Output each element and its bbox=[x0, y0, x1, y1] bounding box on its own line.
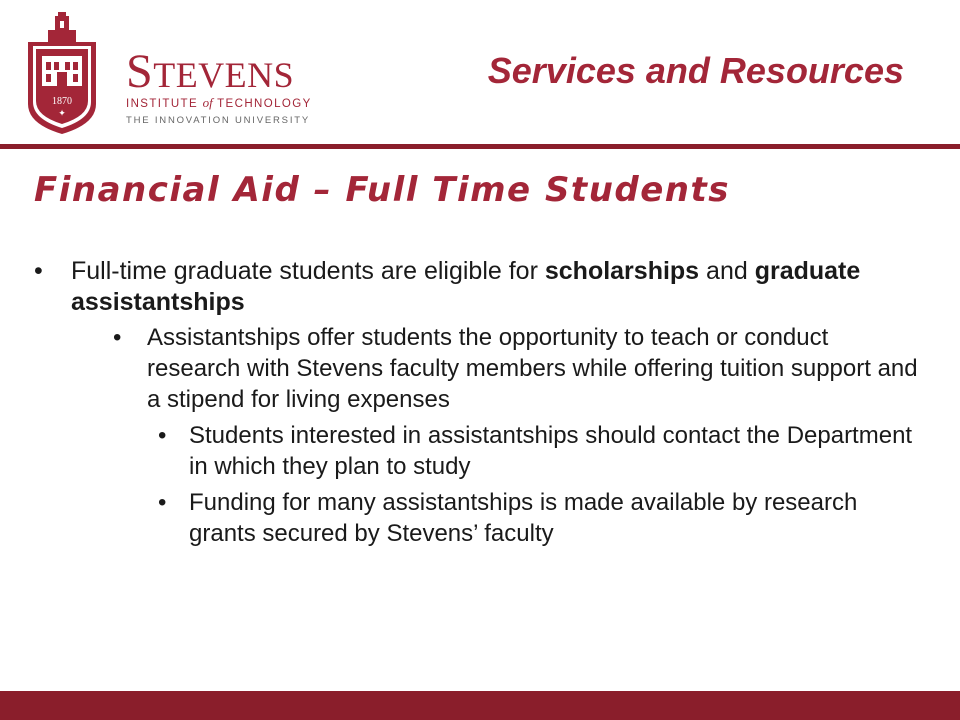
svg-text:✦: ✦ bbox=[58, 108, 66, 118]
header-title: Services and Resources bbox=[487, 50, 904, 91]
bullet-text-mid: and bbox=[699, 257, 755, 285]
stevens-logo bbox=[22, 12, 312, 136]
bullet-level3 bbox=[0, 487, 960, 549]
slide-title: Financial Aid – Full Time Students bbox=[34, 170, 730, 210]
logo-institute-line bbox=[126, 95, 312, 111]
logo-name bbox=[126, 45, 312, 98]
logo-line1-pre: INSTITUTE bbox=[126, 98, 203, 110]
stevens-seal-icon bbox=[22, 12, 102, 136]
logo-year: 1870 bbox=[52, 96, 72, 107]
bullet-level3 bbox=[0, 420, 960, 482]
header-divider bbox=[0, 144, 960, 149]
logo-name-initial: S bbox=[126, 45, 154, 98]
bullet-text: Students interested in assistantships should contact the Department in which they plan to study bbox=[189, 422, 913, 480]
bullet-marker: • bbox=[113, 324, 122, 351]
bullet-marker: • bbox=[34, 257, 43, 285]
bullet-bold-scholarships: scholarships bbox=[544, 257, 700, 285]
bullet-bold-assistantships: graduate assistantships bbox=[71, 257, 861, 316]
logo-line1-post: TECHNOLOGY bbox=[212, 98, 312, 110]
logo-line1-of: of bbox=[202, 95, 213, 110]
bullet-text: Assistantships offer students the opportunity to teach or conduct research with Stevens faculty members while offering tuition support and a stipend for living expenses bbox=[147, 324, 918, 413]
bullet-marker: • bbox=[158, 422, 167, 449]
footer-bar bbox=[0, 691, 960, 720]
bullet-text: Full-time graduate students are eligible for bbox=[71, 257, 545, 285]
bullet-text: Funding for many assistantships is made available by research grants secured by Stevens’ faculty bbox=[189, 489, 858, 547]
slide-header bbox=[0, 0, 960, 148]
bullet-level2 bbox=[0, 322, 960, 415]
logo-name-rest: TEVENS bbox=[153, 55, 295, 95]
bullet-list bbox=[0, 256, 960, 549]
bullet-level1 bbox=[0, 256, 960, 318]
logo-wordmark bbox=[126, 45, 312, 126]
logo-tagline: THE INNOVATION UNIVERSITY bbox=[126, 115, 310, 126]
bullet-marker: • bbox=[158, 489, 167, 516]
